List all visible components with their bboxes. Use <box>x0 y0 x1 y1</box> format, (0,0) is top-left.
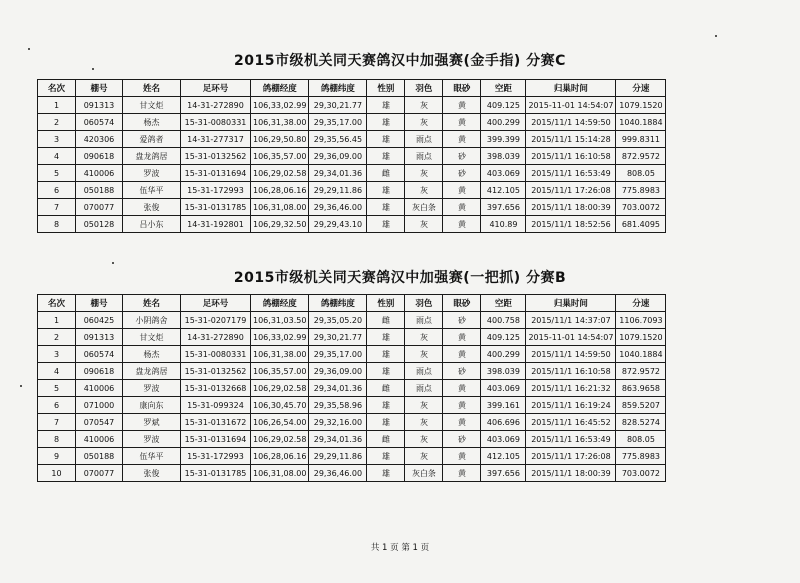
table-cell: 灰 <box>405 431 443 448</box>
table-cell: 29,36,46.00 <box>309 199 367 216</box>
column-header: 空距 <box>481 295 526 312</box>
table-row <box>38 363 666 380</box>
table-cell: 小阴鸽舍 <box>123 312 181 329</box>
table-cell: 409.125 <box>481 97 526 114</box>
table-cell: 410006 <box>76 380 123 397</box>
table-cell: 15-31-0131672 <box>181 414 251 431</box>
table-cell: 872.9572 <box>616 363 666 380</box>
table-cell: 5 <box>38 380 76 397</box>
table-cell: 雨点 <box>405 380 443 397</box>
table-cell: 15-31-0132668 <box>181 380 251 397</box>
column-header: 姓名 <box>123 295 181 312</box>
table-cell: 2015-11-01 14:54:07 <box>526 329 616 346</box>
table-cell: 雨点 <box>405 363 443 380</box>
table-cell: 29,35,05.20 <box>309 312 367 329</box>
table-cell: 1079.1520 <box>616 97 666 114</box>
table-cell: 14-31-272890 <box>181 329 251 346</box>
table-row <box>38 414 666 431</box>
table-cell: 859.5207 <box>616 397 666 414</box>
table-row <box>38 397 666 414</box>
table-cell: 吕小东 <box>123 216 181 233</box>
table-cell: 雄 <box>367 199 405 216</box>
table-cell: 灰 <box>405 165 443 182</box>
table-row <box>38 199 666 216</box>
table-row <box>38 465 666 482</box>
table-cell: 黄 <box>443 114 481 131</box>
table-cell: 106,31,03.50 <box>251 312 309 329</box>
table-cell: 2015-11-01 14:54:07 <box>526 97 616 114</box>
table-cell: 罗波 <box>123 380 181 397</box>
table-cell: 090618 <box>76 148 123 165</box>
table-cell: 29,30,21.77 <box>309 329 367 346</box>
table-cell: 828.5274 <box>616 414 666 431</box>
section-c-table <box>37 79 666 233</box>
table-row <box>38 448 666 465</box>
section-c-title: 2015市级机关同天赛鸽汉中加强赛(金手指) 分赛C <box>234 53 566 69</box>
table-cell: 张俊 <box>123 465 181 482</box>
scan-speck <box>28 48 30 50</box>
table-cell: 29,35,17.00 <box>309 346 367 363</box>
table-cell: 爱鸽者 <box>123 131 181 148</box>
table-cell: 砂 <box>443 363 481 380</box>
column-header: 鸽棚经度 <box>251 80 309 97</box>
header-row <box>38 295 666 312</box>
table-cell: 681.4095 <box>616 216 666 233</box>
table-cell: 29,29,11.86 <box>309 448 367 465</box>
table-cell: 灰 <box>405 114 443 131</box>
table-cell: 050188 <box>76 182 123 199</box>
table-cell: 2015/11/1 16:10:58 <box>526 363 616 380</box>
table-cell: 黄 <box>443 216 481 233</box>
table-cell: 399.399 <box>481 131 526 148</box>
column-header: 名次 <box>38 295 76 312</box>
table-cell: 雌 <box>367 380 405 397</box>
table-cell: 甘文炬 <box>123 329 181 346</box>
column-header: 足环号 <box>181 295 251 312</box>
table-cell: 雌 <box>367 165 405 182</box>
table-cell: 雄 <box>367 414 405 431</box>
table-cell: 399.161 <box>481 397 526 414</box>
table-cell: 412.105 <box>481 448 526 465</box>
table-cell: 罗波 <box>123 165 181 182</box>
table-cell: 420306 <box>76 131 123 148</box>
table-cell: 15-31-0131694 <box>181 165 251 182</box>
table-cell: 7 <box>38 199 76 216</box>
table-cell: 盘龙鸽居 <box>123 148 181 165</box>
table-cell: 1 <box>38 97 76 114</box>
table-cell: 2015/11/1 18:00:39 <box>526 465 616 482</box>
table-cell: 29,36,09.00 <box>309 148 367 165</box>
table-cell: 14-31-277317 <box>181 131 251 148</box>
table-cell: 雄 <box>367 448 405 465</box>
column-header: 棚号 <box>76 80 123 97</box>
table-cell: 29,36,46.00 <box>309 465 367 482</box>
table-cell: 雄 <box>367 363 405 380</box>
table-row <box>38 182 666 199</box>
table-row <box>38 165 666 182</box>
table-cell: 409.125 <box>481 329 526 346</box>
table-cell: 2015/11/1 18:52:56 <box>526 216 616 233</box>
table-cell: 2015/11/1 16:53:49 <box>526 165 616 182</box>
table-cell: 106,26,54.00 <box>251 414 309 431</box>
table-cell: 703.0072 <box>616 465 666 482</box>
table-cell: 071000 <box>76 397 123 414</box>
page-footer: 共 1 页 第 1 页 <box>370 543 430 553</box>
table-cell: 14-31-272890 <box>181 97 251 114</box>
table-cell: 106,30,45.70 <box>251 397 309 414</box>
table-cell: 410.89 <box>481 216 526 233</box>
table-row <box>38 380 666 397</box>
table-cell: 雨点 <box>405 131 443 148</box>
table-cell: 15-31-172993 <box>181 448 251 465</box>
column-header: 姓名 <box>123 80 181 97</box>
table-cell: 盘龙鸽居 <box>123 363 181 380</box>
table-cell: 863.9658 <box>616 380 666 397</box>
table-row <box>38 329 666 346</box>
table-cell: 808.05 <box>616 431 666 448</box>
column-header: 性别 <box>367 295 405 312</box>
table-cell: 398.039 <box>481 148 526 165</box>
table-cell: 2015/11/1 16:53:49 <box>526 431 616 448</box>
table-row <box>38 346 666 363</box>
column-header: 分速 <box>616 80 666 97</box>
table-cell: 黄 <box>443 199 481 216</box>
section-b-title: 2015市级机关同天赛鸽汉中加强赛(一把抓) 分赛B <box>233 270 567 286</box>
table-cell: 2015/11/1 15:14:28 <box>526 131 616 148</box>
column-header: 羽色 <box>405 295 443 312</box>
scan-speck <box>20 385 22 387</box>
table-cell: 106,33,02.99 <box>251 97 309 114</box>
table-cell: 060574 <box>76 346 123 363</box>
table-cell: 872.9572 <box>616 148 666 165</box>
table-cell: 070077 <box>76 465 123 482</box>
table-cell: 106,29,32.50 <box>251 216 309 233</box>
table-cell: 灰 <box>405 346 443 363</box>
table-cell: 106,29,02.58 <box>251 165 309 182</box>
column-header: 鸽棚经度 <box>251 295 309 312</box>
table-cell: 2015/11/1 17:26:08 <box>526 448 616 465</box>
table-row <box>38 97 666 114</box>
table-cell: 406.696 <box>481 414 526 431</box>
table-cell: 砂 <box>443 431 481 448</box>
section-b-table <box>37 294 666 482</box>
column-header: 空距 <box>481 80 526 97</box>
table-cell: 106,29,02.58 <box>251 431 309 448</box>
table-cell: 灰 <box>405 97 443 114</box>
table-cell: 2015/11/1 16:10:58 <box>526 148 616 165</box>
table-cell: 1106.7093 <box>616 312 666 329</box>
column-header: 归巢时间 <box>526 295 616 312</box>
column-header: 眼砂 <box>443 80 481 97</box>
column-header: 足环号 <box>181 80 251 97</box>
table-cell: 6 <box>38 182 76 199</box>
table-cell: 060574 <box>76 114 123 131</box>
table-cell: 雄 <box>367 148 405 165</box>
table-cell: 黄 <box>443 182 481 199</box>
table-cell: 灰 <box>405 397 443 414</box>
table-cell: 106,33,02.99 <box>251 329 309 346</box>
table-cell: 4 <box>38 148 76 165</box>
table-cell: 29,36,09.00 <box>309 363 367 380</box>
table-cell: 106,31,08.00 <box>251 465 309 482</box>
scan-speck <box>715 35 717 37</box>
table-cell: 黄 <box>443 346 481 363</box>
table-cell: 张俊 <box>123 199 181 216</box>
table-cell: 7 <box>38 414 76 431</box>
table-cell: 29,35,58.96 <box>309 397 367 414</box>
table-cell: 4 <box>38 363 76 380</box>
table-cell: 29,30,21.77 <box>309 97 367 114</box>
table-cell: 3 <box>38 131 76 148</box>
table-cell: 雄 <box>367 182 405 199</box>
table-cell: 15-31-0131785 <box>181 465 251 482</box>
table-cell: 雄 <box>367 216 405 233</box>
column-header: 归巢时间 <box>526 80 616 97</box>
table-cell: 2015/11/1 16:45:52 <box>526 414 616 431</box>
table-cell: 15-31-0131785 <box>181 199 251 216</box>
table-cell: 甘文炬 <box>123 97 181 114</box>
table-cell: 罗斌 <box>123 414 181 431</box>
table-cell: 29,29,43.10 <box>309 216 367 233</box>
table-cell: 29,32,16.00 <box>309 414 367 431</box>
table-cell: 106,29,50.80 <box>251 131 309 148</box>
table-cell: 403.069 <box>481 431 526 448</box>
table-cell: 康向东 <box>123 397 181 414</box>
table-cell: 灰白条 <box>405 199 443 216</box>
table-cell: 15-31-0207179 <box>181 312 251 329</box>
table-cell: 775.8983 <box>616 448 666 465</box>
table-cell: 29,34,01.36 <box>309 431 367 448</box>
table-cell: 灰 <box>405 329 443 346</box>
table-cell: 黄 <box>443 397 481 414</box>
column-header: 眼砂 <box>443 295 481 312</box>
table-cell: 10 <box>38 465 76 482</box>
table-cell: 106,35,57.00 <box>251 148 309 165</box>
table-cell: 杨杰 <box>123 114 181 131</box>
table-cell: 灰白条 <box>405 465 443 482</box>
table-cell: 雌 <box>367 312 405 329</box>
table-cell: 106,35,57.00 <box>251 363 309 380</box>
table-cell: 杨杰 <box>123 346 181 363</box>
table-cell: 15-31-0080331 <box>181 346 251 363</box>
table-cell: 雄 <box>367 346 405 363</box>
table-cell: 2015/11/1 17:26:08 <box>526 182 616 199</box>
table-cell: 雄 <box>367 397 405 414</box>
table-cell: 400.299 <box>481 114 526 131</box>
scan-speck <box>92 68 94 70</box>
table-cell: 2015/11/1 14:37:07 <box>526 312 616 329</box>
table-cell: 黄 <box>443 97 481 114</box>
column-header: 鸽棚纬度 <box>309 80 367 97</box>
table-cell: 400.299 <box>481 346 526 363</box>
table-cell: 2015/11/1 18:00:39 <box>526 199 616 216</box>
table-cell: 伍华平 <box>123 448 181 465</box>
header-row <box>38 80 666 97</box>
table-cell: 雨点 <box>405 148 443 165</box>
scan-speck <box>112 262 114 264</box>
table-cell: 灰 <box>405 448 443 465</box>
table-cell: 雄 <box>367 114 405 131</box>
table-cell: 398.039 <box>481 363 526 380</box>
table-cell: 106,28,06.16 <box>251 182 309 199</box>
table-cell: 050188 <box>76 448 123 465</box>
table-cell: 15-31-0132562 <box>181 363 251 380</box>
table-cell: 15-31-0131694 <box>181 431 251 448</box>
table-cell: 703.0072 <box>616 199 666 216</box>
table-cell: 黄 <box>443 131 481 148</box>
table-cell: 黄 <box>443 380 481 397</box>
table-cell: 070547 <box>76 414 123 431</box>
table-cell: 070077 <box>76 199 123 216</box>
table-cell: 106,31,38.00 <box>251 346 309 363</box>
table-cell: 403.069 <box>481 165 526 182</box>
table-cell: 29,34,01.36 <box>309 380 367 397</box>
table-cell: 29,35,56.45 <box>309 131 367 148</box>
column-header: 性别 <box>367 80 405 97</box>
table-cell: 15-31-0132562 <box>181 148 251 165</box>
table-cell: 3 <box>38 346 76 363</box>
table-cell: 2015/11/1 16:21:32 <box>526 380 616 397</box>
table-cell: 2015/11/1 14:59:50 <box>526 346 616 363</box>
column-header: 棚号 <box>76 295 123 312</box>
table-cell: 1040.1884 <box>616 346 666 363</box>
table-cell: 106,29,02.58 <box>251 380 309 397</box>
table-cell: 黄 <box>443 448 481 465</box>
table-cell: 雄 <box>367 329 405 346</box>
table-cell: 砂 <box>443 165 481 182</box>
column-header: 名次 <box>38 80 76 97</box>
table-cell: 1040.1884 <box>616 114 666 131</box>
table-cell: 050128 <box>76 216 123 233</box>
table-cell: 14-31-192801 <box>181 216 251 233</box>
table-cell: 091313 <box>76 97 123 114</box>
table-cell: 罗波 <box>123 431 181 448</box>
table-cell: 黄 <box>443 465 481 482</box>
table-row <box>38 216 666 233</box>
column-header: 羽色 <box>405 80 443 97</box>
table-cell: 397.656 <box>481 199 526 216</box>
table-cell: 雨点 <box>405 312 443 329</box>
table-cell: 雄 <box>367 131 405 148</box>
table-cell: 1079.1520 <box>616 329 666 346</box>
table-cell: 106,28,06.16 <box>251 448 309 465</box>
column-header: 鸽棚纬度 <box>309 295 367 312</box>
table-cell: 9 <box>38 448 76 465</box>
table-cell: 106,31,38.00 <box>251 114 309 131</box>
table-cell: 412.105 <box>481 182 526 199</box>
table-row <box>38 312 666 329</box>
table-cell: 2 <box>38 329 76 346</box>
table-row <box>38 131 666 148</box>
table-cell: 091313 <box>76 329 123 346</box>
table-row <box>38 148 666 165</box>
table-cell: 灰 <box>405 182 443 199</box>
table-cell: 15-31-099324 <box>181 397 251 414</box>
table-cell: 6 <box>38 397 76 414</box>
table-cell: 106,31,08.00 <box>251 199 309 216</box>
table-cell: 雄 <box>367 465 405 482</box>
table-cell: 15-31-172993 <box>181 182 251 199</box>
table-row <box>38 431 666 448</box>
table-cell: 060425 <box>76 312 123 329</box>
table-cell: 29,35,17.00 <box>309 114 367 131</box>
table-cell: 黄 <box>443 414 481 431</box>
column-header: 分速 <box>616 295 666 312</box>
table-cell: 伍华平 <box>123 182 181 199</box>
table-cell: 砂 <box>443 312 481 329</box>
table-cell: 410006 <box>76 165 123 182</box>
table-cell: 400.758 <box>481 312 526 329</box>
table-cell: 2015/11/1 14:59:50 <box>526 114 616 131</box>
table-cell: 29,29,11.86 <box>309 182 367 199</box>
table-cell: 410006 <box>76 431 123 448</box>
table-cell: 403.069 <box>481 380 526 397</box>
table-cell: 灰 <box>405 414 443 431</box>
table-cell: 8 <box>38 216 76 233</box>
table-cell: 2015/11/1 16:19:24 <box>526 397 616 414</box>
table-cell: 29,34,01.36 <box>309 165 367 182</box>
table-cell: 8 <box>38 431 76 448</box>
table-cell: 雌 <box>367 431 405 448</box>
table-cell: 黄 <box>443 329 481 346</box>
table-cell: 5 <box>38 165 76 182</box>
table-cell: 1 <box>38 312 76 329</box>
table-cell: 775.8983 <box>616 182 666 199</box>
table-cell: 砂 <box>443 148 481 165</box>
table-cell: 397.656 <box>481 465 526 482</box>
table-cell: 090618 <box>76 363 123 380</box>
table-cell: 雄 <box>367 97 405 114</box>
table-cell: 灰 <box>405 216 443 233</box>
table-cell: 808.05 <box>616 165 666 182</box>
table-cell: 2 <box>38 114 76 131</box>
table-row <box>38 114 666 131</box>
table-cell: 999.8311 <box>616 131 666 148</box>
table-cell: 15-31-0080331 <box>181 114 251 131</box>
